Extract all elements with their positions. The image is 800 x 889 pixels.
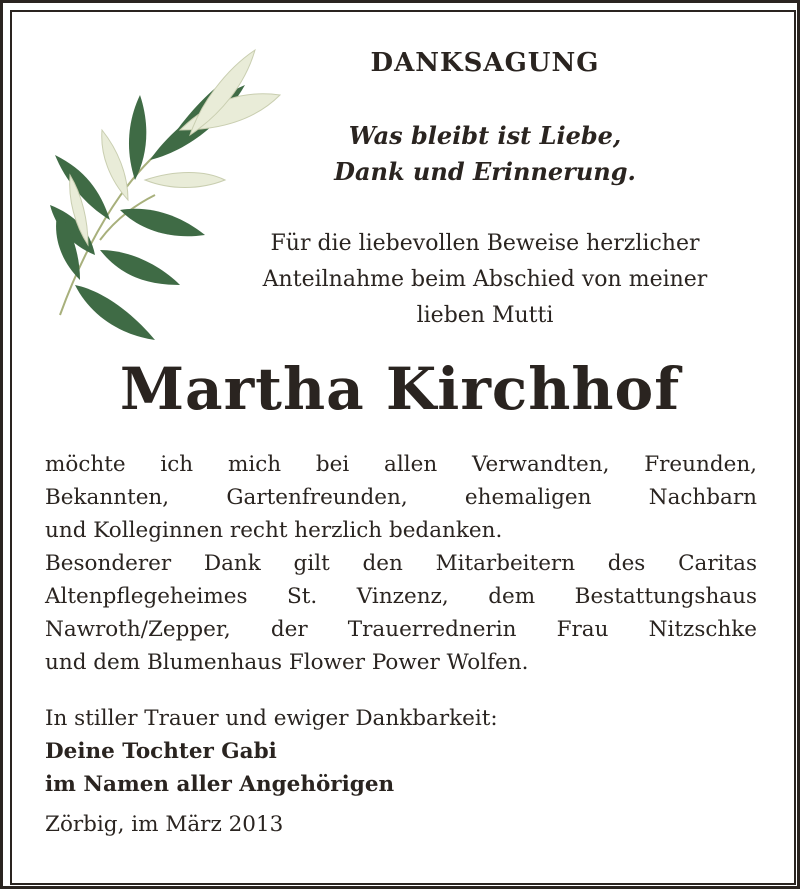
intro-line: Anteilnahme beim Abschied von meiner <box>262 267 708 292</box>
body-text <box>45 448 757 679</box>
intro-text <box>210 226 760 334</box>
body-line: Besonderer Dank gilt den Mitarbeitern des Caritas <box>45 551 757 576</box>
place-date: Zörbig, im März 2013 <box>45 812 284 837</box>
body-line: und Kolleginnen recht herzlich bedanken. <box>45 518 503 543</box>
signatory-line: im Namen aller Angehörigen <box>45 772 395 797</box>
signature-block <box>45 702 757 801</box>
body-line: und dem Blumenhaus Flower Power Wolfen. <box>45 650 529 675</box>
body-line: möchte ich mich bei allen Verwandten, Freunden, <box>45 452 757 477</box>
signatory-line: Deine Tochter Gabi <box>45 739 277 764</box>
intro-line: Für die liebevollen Beweise herzlicher <box>270 231 700 256</box>
body-line: Altenpflegeheimes St. Vinzenz, dem Bestattungshaus <box>45 584 757 609</box>
motto-line: Dank und Erinnerung. <box>334 157 636 186</box>
deceased-name: Martha Kirchhof <box>119 355 681 423</box>
intro-line: lieben Mutti <box>416 303 554 328</box>
body-line: Nawroth/Zepper, der Trauerrednerin Frau Nitzschke <box>45 617 757 642</box>
notice-title: DANKSAGUNG <box>370 48 600 78</box>
motto <box>210 118 760 190</box>
body-line: Bekannten, Gartenfreunden, ehemaligen Nachbarn <box>45 485 757 510</box>
closing-line: In stiller Trauer und ewiger Dankbarkeit: <box>45 706 498 731</box>
motto-line: Was bleibt ist Liebe, <box>348 121 622 150</box>
